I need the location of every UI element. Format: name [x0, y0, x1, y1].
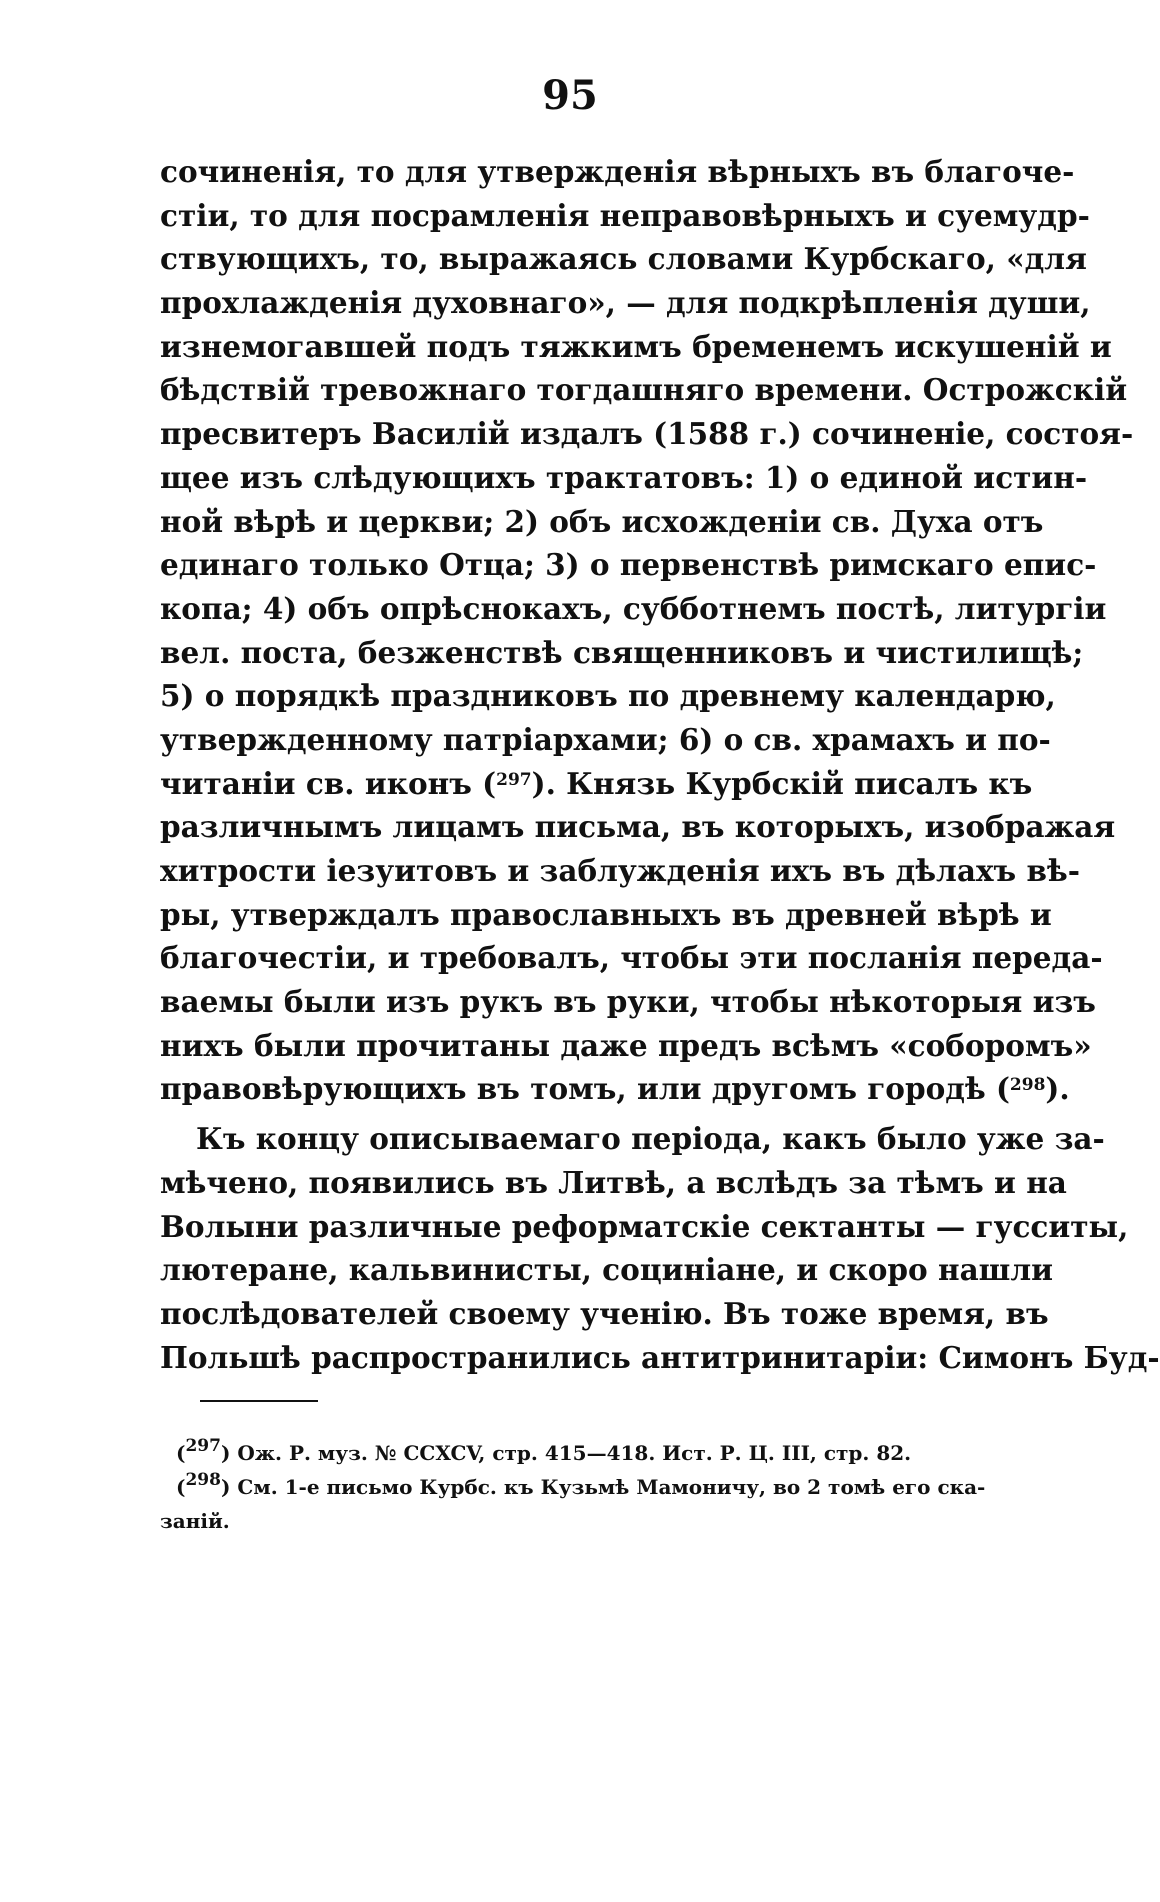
text-line: благочестіи, и требовалъ, чтобы эти посланія переда-: [160, 940, 1103, 976]
text-segment: ).: [1045, 1071, 1070, 1107]
footnotes: [160, 1436, 1000, 1538]
text-line: изнемогавшей подъ тяжкимъ бременемъ искушеній и: [160, 328, 1112, 364]
text-line: ствующихъ, то, выражаясь словами Курбскаго, «для: [160, 241, 1087, 277]
text-line-with-ref: [160, 762, 1033, 806]
paragraph-2: [160, 1117, 1160, 1379]
footnote-ref-297: 297: [496, 769, 532, 790]
text-line: бѣдствій тревожнаго тогдашняго времени. Острожскій: [160, 372, 1128, 408]
text-line: нихъ были прочитаны даже предъ всѣмъ «соборомъ»: [160, 1027, 1092, 1063]
text-line: Польшѣ распространились антитринитаріи: Симонъ Буд-: [160, 1339, 1160, 1375]
text-line: мѣчено, появились въ Литвѣ, а вслѣдъ за тѣмъ и на: [160, 1164, 1067, 1200]
text-line: Къ концу описываемаго періода, какъ было уже за-: [196, 1121, 1105, 1157]
text-line: копа; 4) объ опрѣснокахъ, субботнемъ постѣ, литургіи: [160, 590, 1107, 626]
text-line: утвержденному патріархами; 6) о св. храмахъ и по-: [160, 721, 1051, 757]
text-line: 5) о порядкѣ праздниковъ по древнему календарю,: [160, 678, 1056, 714]
text-line: сочиненія, то для утвержденія вѣрныхъ въ благоче-: [160, 154, 1075, 189]
text-line-with-ref: [160, 1067, 1070, 1111]
footnote-text: См. 1-е письмо Курбс. къ Кузьмѣ Мамоничу, во 2 томѣ его ска-: [237, 1475, 986, 1499]
text-line: прохлажденія духовнаго», — для подкрѣпленія души,: [160, 285, 1091, 321]
text-line: ры, утверждалъ православныхъ въ древней вѣрѣ и: [160, 896, 1052, 932]
text-segment: ). Князь Курбскій писалъ къ: [531, 765, 1033, 801]
text-line: лютеране, кальвинисты, социніане, и скоро нашли: [160, 1252, 1054, 1288]
text-line: единаго только Отца; 3) о первенствѣ римскаго епис-: [160, 547, 1097, 583]
text-line: различнымъ лицамъ письма, въ которыхъ, изображая: [160, 809, 1116, 845]
text-segment: читаніи св. иконъ (: [160, 765, 497, 801]
main-text: [160, 150, 1160, 1379]
footnote-298: ($^{298}$) См. 1-е письмо Курбс. къ Кузьмѣ Мамоничу, во 2 томѣ его ска-: [176, 1470, 986, 1499]
footnote-continuation: заній.: [160, 1509, 230, 1533]
text-line: Волыни различные реформатскіе сектанты — гусситы,: [160, 1208, 1129, 1244]
footnote-number: 298: [185, 1470, 221, 1490]
text-line: хитрости іезуитовъ и заблужденія ихъ въ дѣлахъ вѣ-: [160, 853, 1080, 888]
text-line: щее изъ слѣдующихъ трактатовъ: 1) о единой истин-: [160, 459, 1088, 495]
footnote-text: Ож. Р. муз. № CCXCV, стр. 415—418. Ист. Р. Ц. III, стр. 82.: [237, 1441, 912, 1465]
footnote-number: 297: [185, 1436, 221, 1456]
page-number: 95: [542, 72, 598, 119]
text-line: ной вѣрѣ и церкви; 2) объ исхожденіи св. Духа отъ: [160, 503, 1044, 539]
text-line: вел. поста, безженствѣ священниковъ и чистилищѣ;: [160, 634, 1084, 670]
text-line: ваемы были изъ рукъ въ руки, чтобы нѣкоторыя изъ: [160, 984, 1096, 1020]
text-line: пресвитеръ Василій издалъ (1588 г.) сочиненіе, состоя-: [160, 416, 1134, 452]
footnote-separator: [200, 1400, 318, 1402]
footnote-297: ($^{297}$) Ож. Р. муз. № CCXCV, стр. 415—418. Ист. Р. Ц. III, стр. 82.: [176, 1436, 912, 1465]
footnote-ref-298: 298: [1009, 1075, 1046, 1096]
text-line: послѣдователей своему ученію. Въ тоже время, въ: [160, 1295, 1049, 1331]
paragraph-1: [160, 150, 1134, 1111]
text-line: стіи, то для посрамленія неправовѣрныхъ и суемудр-: [160, 197, 1090, 233]
text-segment: правовѣрующихъ въ томъ, или другомъ городѣ (: [160, 1071, 1010, 1107]
